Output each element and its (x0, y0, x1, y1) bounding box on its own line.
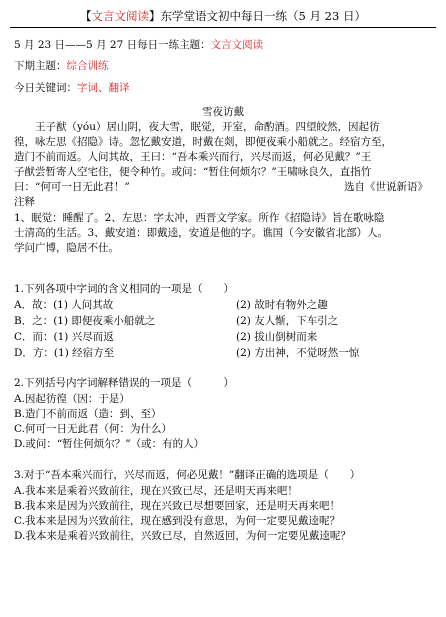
notes-heading: 注释 (14, 196, 35, 208)
q1-option-c-left[interactable]: C．而：(1) 兴尽而返 (14, 331, 114, 343)
passage-title: 雪夜访戴 (202, 106, 244, 118)
question-3-stem: 3.对于“吾本乘兴而行，兴尽而返，何必见戴！”翻译正确的选项是（ ） (14, 469, 361, 481)
keywords-value: 字词、翻译 (77, 82, 130, 94)
passage-line: 子猷尝暂寄人空宅住，便令种竹。或问：“暂住何烦尔？”王啸咏良久，直指竹 (14, 166, 372, 178)
passage-line: 王子猷（yóu）居山阴，夜大雪，眠觉，开室，命酌酒。四望皎然，因起彷 (35, 121, 380, 133)
passage-line: 徨，咏左思《招隐》诗。忽忆戴安道，时戴在剡，即便夜乘小船就之。经宿方至， (14, 136, 392, 148)
q1-option-a-right: (2) 故时有物外之趣 (236, 299, 328, 311)
q1-option-b-left[interactable]: B．之：(1) 即便夜乘小船就之 (14, 315, 156, 327)
q1-option-b-right: (2) 友人惭，下车引之 (236, 315, 339, 327)
q1-option-c-right: (2) 拔山倒树而来 (236, 331, 318, 343)
note-line: 1、眠觉：睡醒了。2、左思：字太冲，西晋文学家。所作《招隐诗》旨在歌咏隐 (14, 212, 385, 224)
passage-line: 造门不前而返。人问其故，王曰：“吾本乘兴而行，兴尽而返，何必见戴？”王 (14, 151, 372, 163)
week-theme: 文言文阅读 (210, 39, 264, 51)
q3-option-b[interactable]: B.我本来是因为兴致前往，现在兴致已尽想要回家，还是明天再来吧！ (14, 500, 341, 512)
q3-option-a[interactable]: A.我本来是乘着兴致前往，现在兴致已尽，还是明天再来吧！ (14, 485, 298, 497)
keywords-line (14, 80, 130, 95)
week-label: 5 月 23 日——5 月 27 日每日一练主题： (14, 39, 211, 51)
next-label: 下期主题： (14, 60, 67, 72)
note-line: 士清高的生活。3、戴安道：即戴逵，安道是他的字。谯国（今安徽省北部）人。 (14, 227, 389, 239)
note-line: 学问广博，隐居不仕。 (14, 242, 119, 254)
question-2-stem: 2.下列括号内字词解释错误的一项是（ ） (14, 377, 235, 389)
q3-option-d[interactable]: D.我本来是乘着兴致前往，兴致已尽，自然返回，为何一定要见戴逵呢？ (14, 530, 351, 542)
header-divider (10, 27, 436, 28)
next-theme: 综合训练 (66, 60, 109, 72)
q2-option-b[interactable]: B.造门不前而返（造：到、至） (14, 408, 162, 420)
passage-source: 选自《世说新语》 (344, 181, 428, 193)
q1-option-d-right: (2) 方出神，不觉呀然一惊 (236, 347, 360, 359)
passage-line: 曰：“何可一日无此君！” (14, 181, 130, 193)
header-suffix: 】东学堂语文初中每日一练（5 月 23 日） (149, 9, 366, 23)
q3-option-c[interactable]: C.我本来是因为兴致前往，现在感到没有意思，为何一定要见戴逵呢？ (14, 515, 340, 527)
keywords-label: 今日关键词： (14, 82, 77, 94)
q2-option-c[interactable]: C.何可一日无此君（何：为什么） (14, 423, 172, 435)
q1-option-d-left[interactable]: D．方：(1) 经宿方至 (14, 347, 115, 359)
week-theme-line (14, 37, 263, 52)
header-prefix: 【 (80, 9, 92, 23)
worksheet-header (0, 8, 446, 24)
header-keyword: 文言文阅读 (91, 9, 150, 23)
q2-option-d[interactable]: D.或问：“暂住何烦尔？”（或：有的人） (14, 438, 205, 450)
q1-option-a-left[interactable]: A．故：(1) 人问其故 (14, 299, 114, 311)
next-theme-line (14, 58, 109, 73)
q2-option-a[interactable]: A.因起彷徨（因：于是） (14, 393, 130, 405)
question-1-stem: 1.下列各项中字词的含义相同的一项是（ ） (14, 283, 235, 295)
